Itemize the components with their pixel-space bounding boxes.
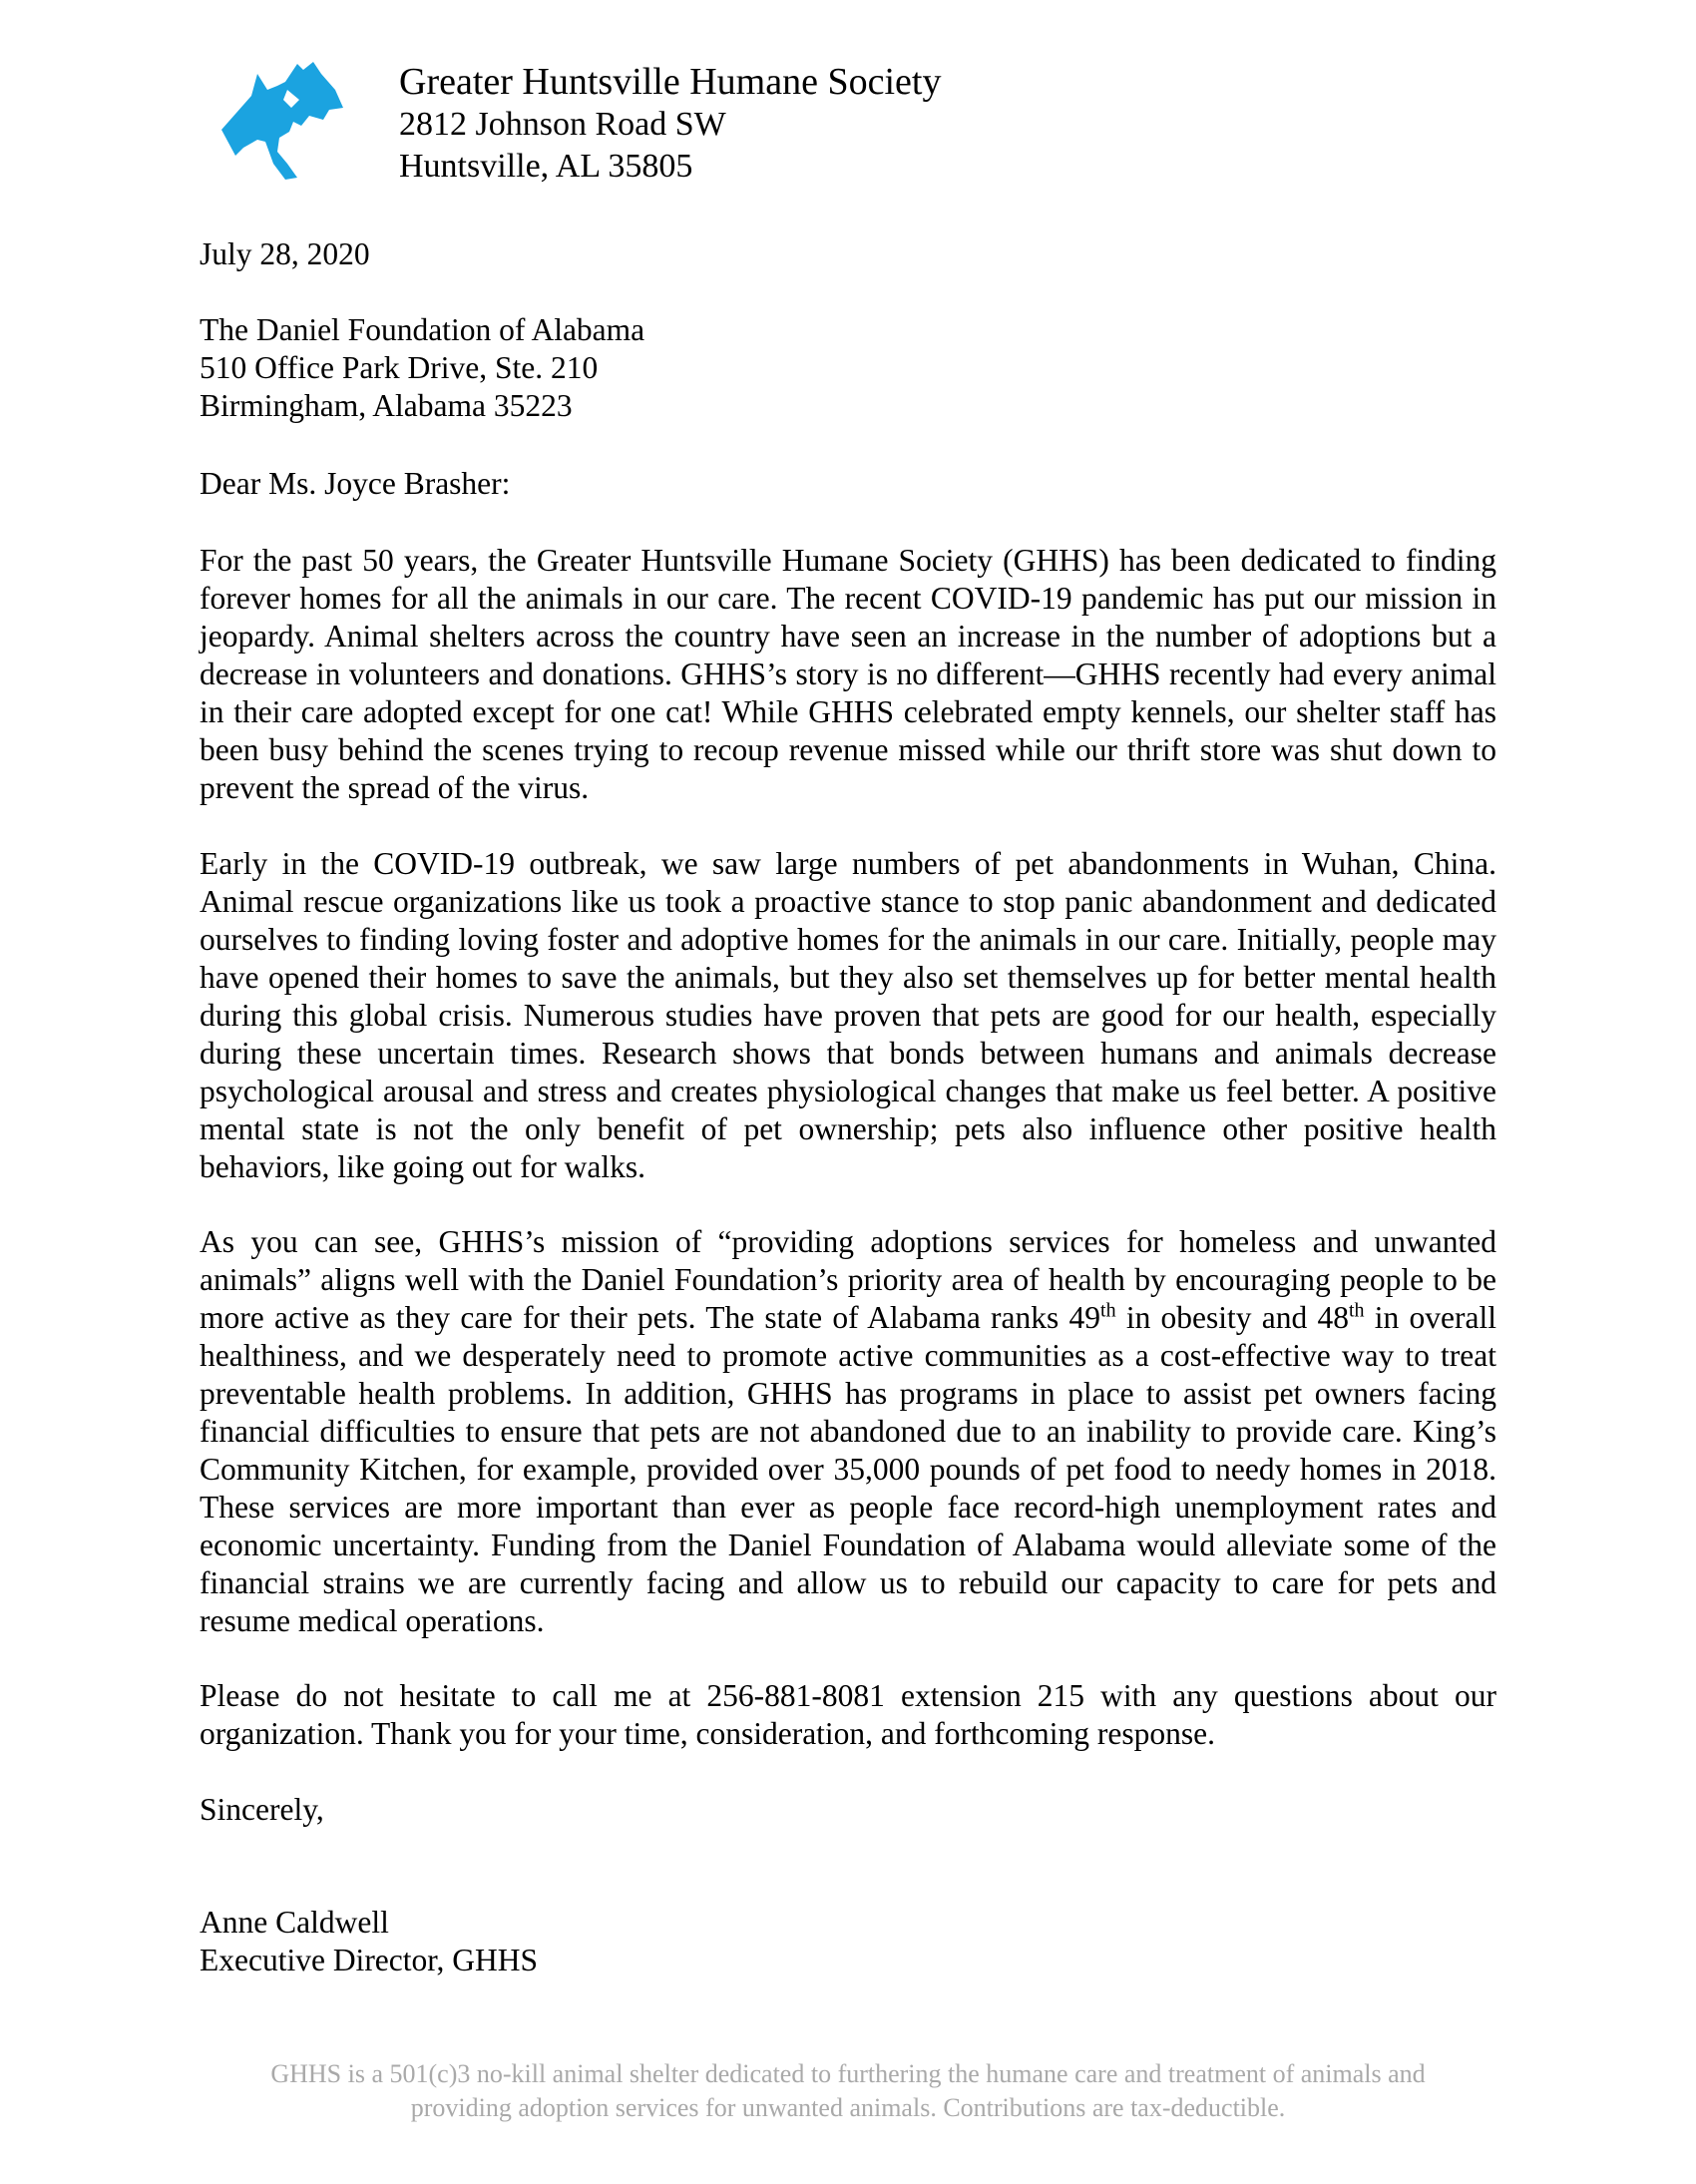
body-paragraph-3	[200, 1223, 1496, 1640]
paragraph-3-text: in overall healthiness, and we desperately need to promote active communities as a cost-effective way to treat preventable health problems. In addition, GHHS has programs in place to assist pet owners facing financial difficulties to ensure that pets are not abandoned due to an inability to provide care. King’s Community Kitchen, for example, provided over 35,000 pounds of pet food to needy homes in 2018. These services are more important than ever as people face record-high unemployment rates and economic uncertainty. Funding from the Daniel Foundation of Alabama would alleviate some of the financial strains we are currently facing and allow us to rebuild our capacity to care for pets and resume medical operations.	[200, 1300, 1496, 1638]
signer-title: Executive Director, GHHS	[200, 1943, 539, 1977]
footer-disclaimer	[150, 2057, 1546, 2125]
organization-city: Huntsville, AL 35805	[399, 148, 693, 185]
salutation: Dear Ms. Joyce Brasher:	[200, 466, 511, 501]
body-paragraph-2: Early in the COVID-19 outbreak, we saw large numbers of pet abandonments in Wuhan, China. Animal rescue organizations like us took a proactive stance to stop panic abandonment and dedicated ourselves to finding loving foster and adoptive homes for the animals in our care. Initially, people may have opened their homes to save the animals, but they also set themselves up for better mental health during this global crisis. Numerous studies have proven that pets are good for our health, especially during these uncertain times. Research shows that bonds between humans and animals decrease psychological arousal and stress and creates physiological changes that make us feel better. A positive mental state is not the only benefit of pet ownership; pets also influence other positive health behaviors, like going out for walks.	[200, 846, 1496, 1184]
signer-name: Anne Caldwell	[200, 1905, 389, 1940]
ordinal-suffix: th	[1349, 1299, 1365, 1322]
letter-date: July 28, 2020	[200, 236, 370, 271]
footer-line-1: GHHS is a 501(c)3 no-kill animal shelter dedicated to furthering the humane care and treatment of animals and	[270, 2059, 1426, 2088]
footer-line-2: providing adoption services for unwanted animals. Contributions are tax-deductible.	[410, 2093, 1286, 2122]
body-paragraph-4: Please do not hesitate to call me at 256-881-8081 extension 215 with any questions about our organization. Thank you for your time, consideration, and forthcoming response.	[200, 1678, 1496, 1751]
recipient-name: The Daniel Foundation of Alabama	[200, 312, 645, 347]
paragraph-3-text: As you can see, GHHS’s mission of “providing adoptions services for homeless and unwanted animals” aligns well with the Daniel Foundation’s priority area of health by encouraging people to be more active as they care for their pets. The state of Alabama ranks 49	[200, 1224, 1496, 1335]
ghhs-logo-icon	[217, 60, 349, 182]
organization-street: 2812 Johnson Road SW	[399, 106, 726, 143]
recipient-street: 510 Office Park Drive, Ste. 210	[200, 350, 599, 385]
ordinal-suffix: th	[1100, 1299, 1116, 1322]
organization-name: Greater Huntsville Humane Society	[399, 61, 942, 103]
closing: Sincerely,	[200, 1792, 324, 1827]
recipient-city: Birmingham, Alabama 35223	[200, 388, 573, 423]
recipient-address	[200, 311, 1496, 425]
paragraph-3-text: in obesity and 48	[1115, 1300, 1349, 1335]
body-paragraph-1: For the past 50 years, the Greater Huntsville Humane Society (GHHS) has been dedicated to finding forever homes for all the animals in our care. The recent COVID-19 pandemic has put our mission in jeopardy. Animal shelters across the country have seen an increase in the number of adoptions but a decrease in volunteers and donations. GHHS’s story is no different—GHHS recently had every animal in their care adopted except for one cat! While GHHS celebrated empty kennels, our shelter staff has been busy behind the scenes trying to recoup revenue missed while our thrift store was shut down to prevent the spread of the virus.	[200, 543, 1496, 805]
signature-block	[200, 1904, 1496, 1979]
letterhead	[399, 60, 941, 188]
